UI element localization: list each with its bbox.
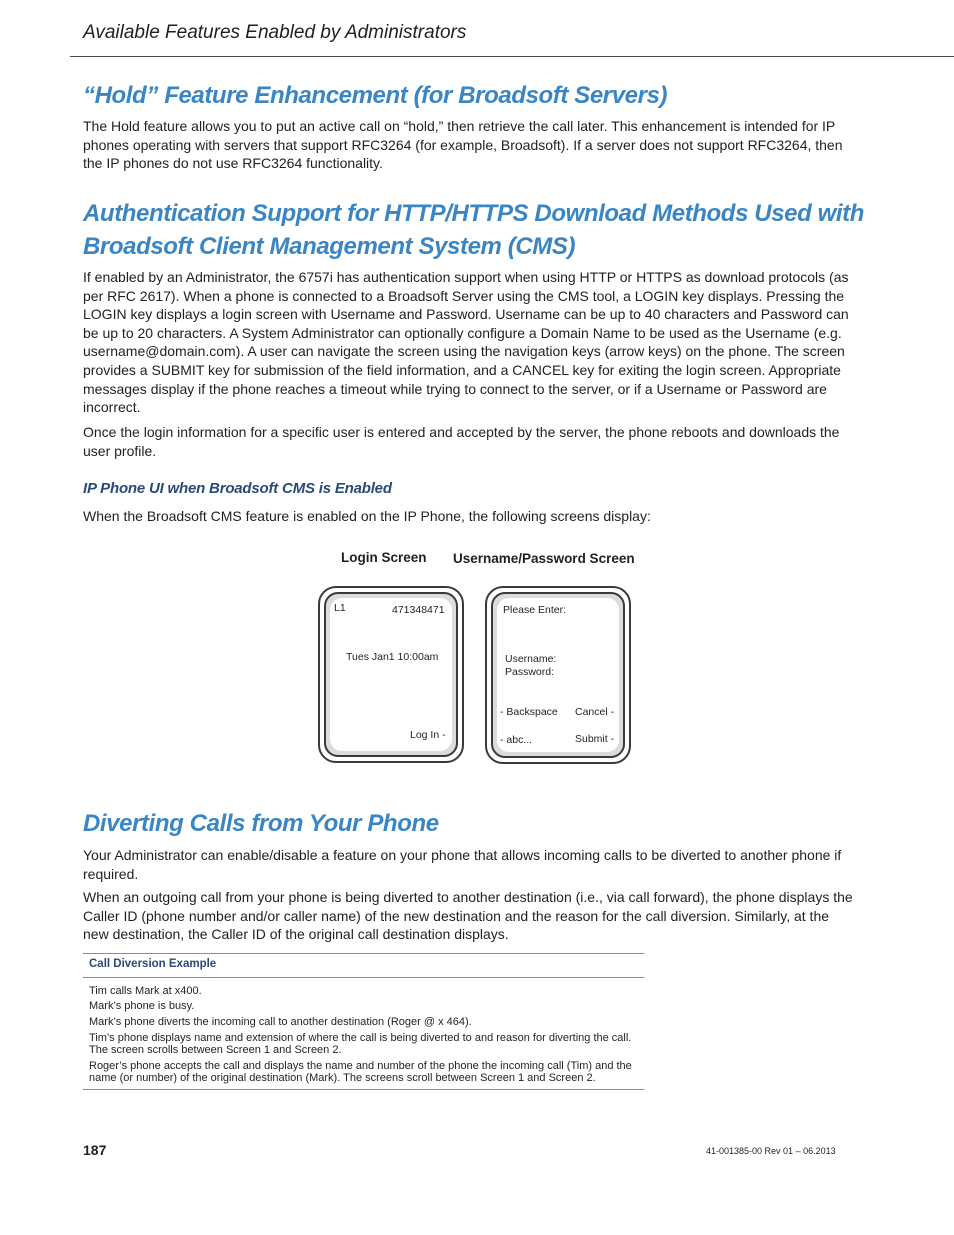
auth-subheading: IP Phone UI when Broadsoft CMS is Enabled xyxy=(83,480,392,497)
date-time: Tues Jan1 10:00am xyxy=(346,651,439,663)
table-top-rule xyxy=(83,953,644,954)
table-row: Mark’s phone diverts the incoming call to another destination (Roger @ x 464). xyxy=(89,1016,472,1028)
auth-heading-line2: Broadsoft Client Management System (CMS) xyxy=(83,233,576,260)
auth-paragraph-1: If enabled by an Administrator, the 6757i has authentication support when using HTTP or HTTPS as download protocols (as per RFC 2617). When a phone is connected to a Broadsoft Server using the CMS tool, a LOGIN key displays. Pressing the LOGIN key displays a login screen with Username and Password. Username can be up to 40 characters and Password can be up to 20 characters. A System Administrator can optionally configure a Domain Name to be used as the Username (e.g. username@domain.com). A user can navigate the screen using the navigation keys (arrow keys) on the phone. The screen provides a SUBMIT key for submission of the field information, and a CANCEL key for exiting the login screen. Appropriate messages display if the phone reaches a timeout while trying to connect to the server, or if a Username or Password are incorrect. xyxy=(83,269,849,416)
table-row: Tim’s phone displays name and extension of where the call is being diverted to and reason for diverting the call. The screen scrolls between Screen 1 and Screen 2. xyxy=(89,1032,632,1056)
table-title: Call Diversion Example xyxy=(89,958,217,970)
login-phone-display xyxy=(318,586,464,763)
diverting-paragraph-2: When an outgoing call from your phone is being diverted to another destination (i.e., via call forward), the phone displays the Caller ID (phone number and/or caller name) of the new destination and the reason for the call diversion. Similarly, at the new destination, the Caller ID of the original call destination displays. xyxy=(83,889,853,943)
table-bottom-rule xyxy=(83,1089,644,1090)
cancel-softkey[interactable]: Cancel - xyxy=(575,706,615,718)
userpass-phone-display xyxy=(485,586,631,764)
table-row: Tim calls Mark at x400. xyxy=(89,985,202,997)
running-header: Available Features Enabled by Administrators xyxy=(83,22,467,43)
table-row: Roger’s phone accepts the call and displays the name and number of the phone the incoming call (Tim) and the name (or number) of the original destination (Mark). The screens scroll between Screen 1 and Screen 2. xyxy=(89,1060,632,1084)
login-softkey[interactable]: Log In - xyxy=(410,729,446,741)
auth-paragraph-2: Once the login information for a specific user is entered and accepted by the server, the phone reboots and downloads the user profile. xyxy=(83,424,840,459)
diverting-paragraph-1: Your Administrator can enable/disable a feature on your phone that allows incoming calls to be diverted to another phone if required. xyxy=(83,847,842,882)
line-indicator: L1 xyxy=(334,602,346,614)
page-number: 187 xyxy=(83,1142,107,1158)
userpass-phone-bezel xyxy=(491,592,625,758)
login-phone-screen xyxy=(330,598,452,751)
hold-paragraph: The Hold feature allows you to put an active call on “hold,” then retrieve the call later. This enhancement is intended for IP phones operating with servers that support RFC3264 (for example, Broadsoft). If a server does not support RFC3264, then the IP phones do not use RFC3264 functionality. xyxy=(83,118,843,172)
submit-softkey[interactable]: Submit - xyxy=(575,733,615,745)
auth-heading-line1: Authentication Support for HTTP/HTTPS Download Methods Used with xyxy=(83,200,865,227)
userpass-screen-caption: Username/Password Screen xyxy=(453,551,635,566)
hold-heading: “Hold” Feature Enhancement (for Broadsoft Servers) xyxy=(83,82,668,109)
prompt-text: Please Enter: xyxy=(503,604,567,616)
auth-intro: When the Broadsoft CMS feature is enabled on the IP Phone, the following screens display: xyxy=(83,508,651,524)
username-field[interactable]: Username: xyxy=(505,653,557,665)
diverting-heading: Diverting Calls from Your Phone xyxy=(83,810,439,837)
password-field[interactable]: Password: xyxy=(505,666,555,678)
table-row: Mark’s phone is busy. xyxy=(89,1000,195,1012)
document-id: 41-001385-00 Rev 01 – 06.2013 xyxy=(706,1146,836,1156)
table-header-rule xyxy=(83,977,644,978)
abc-softkey[interactable]: - abc... xyxy=(500,734,533,746)
login-phone-bezel xyxy=(324,592,458,757)
login-screen-caption: Login Screen xyxy=(341,550,427,565)
backspace-softkey[interactable]: - Backspace xyxy=(500,706,558,718)
phone-number: 471348471 xyxy=(392,604,445,616)
userpass-phone-screen xyxy=(497,598,619,752)
header-rule xyxy=(70,56,954,57)
